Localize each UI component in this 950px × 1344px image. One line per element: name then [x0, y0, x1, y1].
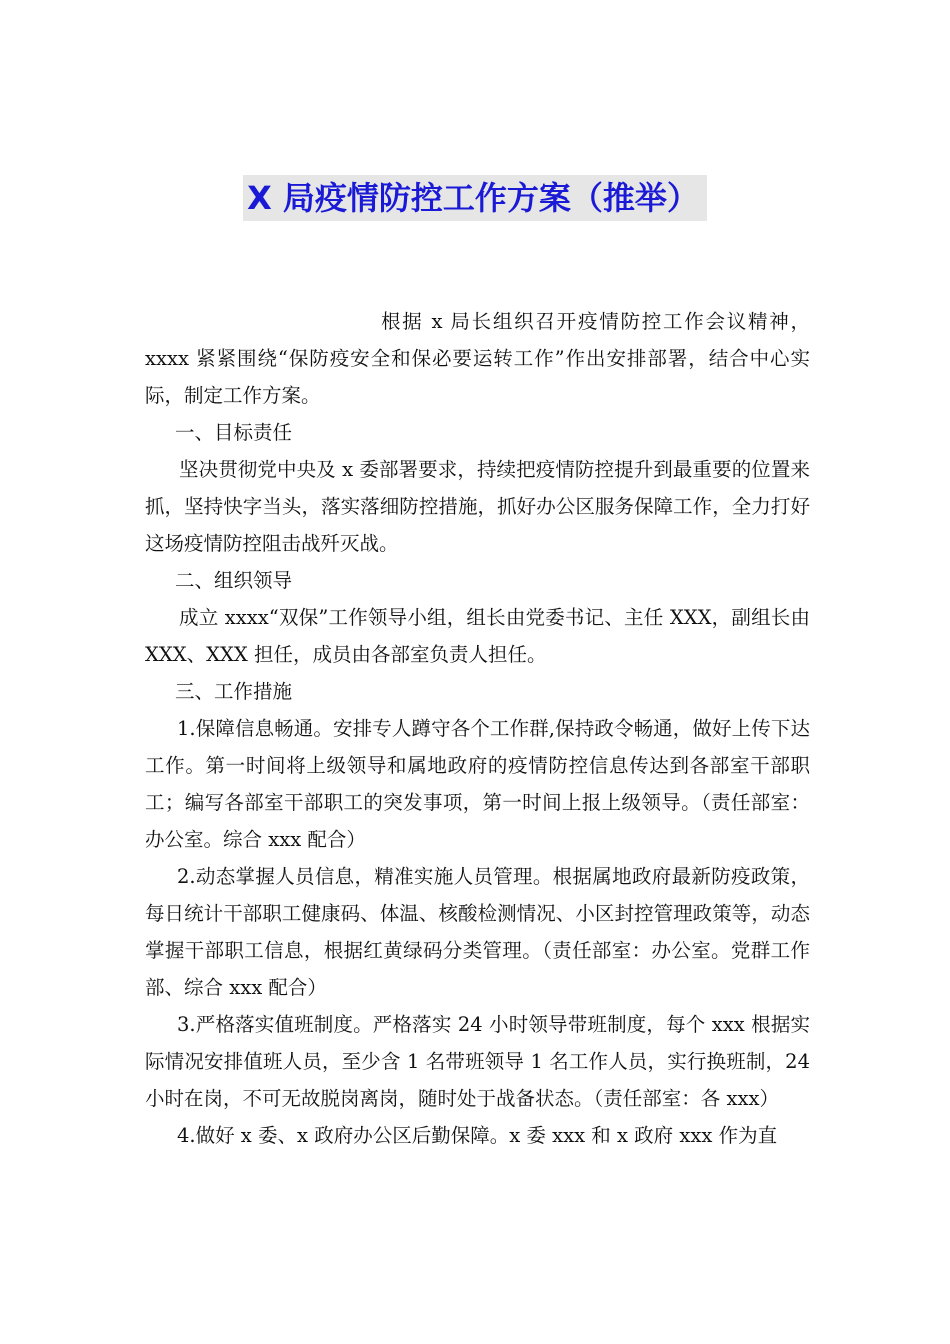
title-container	[0, 175, 950, 221]
document-body	[145, 303, 810, 1154]
measure-item-2: 2.动态掌握人员信息，精准实施人员管理。根据属地政府最新防疫政策，每日统计干部职工健康码、体温、核酸检测情况、小区封控管理政策等，动态掌握干部职工信息，根据红黄绿码分类管理。（责任部室：办公室。党群工作部、综合 xxx 配合）	[145, 865, 810, 999]
goals-paragraph: 坚决贯彻党中央及 x 委部署要求，持续把疫情防控提升到最重要的位置来抓，坚持快字当头，落实落细防控措施，抓好办公区服务保障工作，全力打好这场疫情防控阻击战歼灭战。	[145, 458, 810, 555]
measure-item-4: 4.做好 x 委、x 政府办公区后勤保障。x 委 xxx 和 x 政府 xxx 作为直	[177, 1124, 778, 1147]
measure-item-3: 3.严格落实值班制度。严格落实 24 小时领导带班制度，每个 xxx 根据实际情况安排值班人员，至少含 1 名带班领导 1 名工作人员，实行换班制，24 小时在岗，不可无故脱岗离岗，随时处于战备状态。（责任部室：各 xxx）	[145, 1013, 810, 1110]
section-heading-measures: 三、工作措施	[175, 680, 293, 703]
section-heading-organization: 二、组织领导	[175, 569, 293, 592]
measure-item-1: 1.保障信息畅通。安排专人蹲守各个工作群,保持政令畅通，做好上传下达工作。第一时间将上级领导和属地政府的疫情防控信息传达到各部室干部职工；编写各部室干部职工的突发事项，第一时间上报上级领导。（责任部室：办公室。综合 xxx 配合）	[145, 717, 810, 851]
document-title: X 局疫情防控工作方案（推举）	[243, 175, 707, 221]
intro-paragraph: 根据 x 局长组织召开疫情防控工作会议精神，xxxx 紧紧围绕“保防疫安全和保必要运转工作”作出安排部署，结合中心实际，制定工作方案。	[145, 310, 810, 407]
organization-paragraph: 成立 xxxx“双保”工作领导小组，组长由党委书记、主任 XXX，副组长由 XXX、XXX 担任，成员由各部室负责人担任。	[145, 606, 810, 666]
section-heading-goals: 一、目标责任	[175, 421, 293, 444]
